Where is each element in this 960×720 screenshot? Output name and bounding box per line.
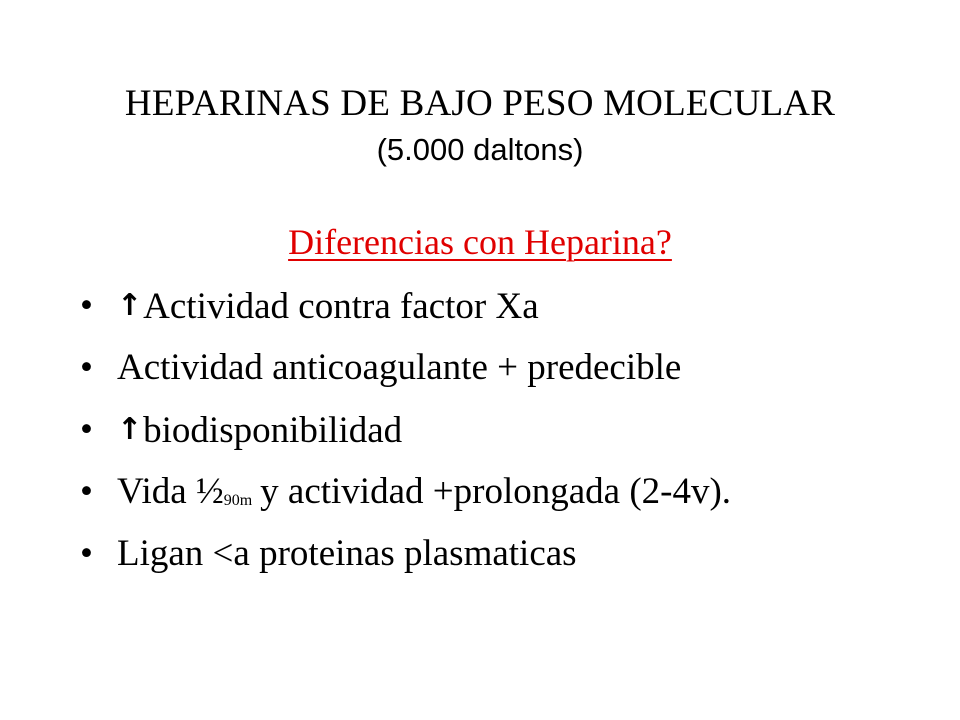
title-line-2: (5.000 daltons) — [376, 132, 584, 167]
bullet-text-4: y actividad +prolongada (2-4v). — [260, 471, 732, 512]
bullet-text-2: Actividad anticoagulante + predecible — [117, 347, 682, 388]
bullet-marker: • — [80, 347, 93, 388]
bullet-text-5: Ligan <a proteinas plasmaticas — [117, 533, 577, 574]
title-line-1: HEPARINAS DE BAJO PESO MOLECULAR — [124, 83, 836, 124]
bullet-item-4 — [80, 462, 940, 524]
bullet-list — [80, 276, 940, 586]
up-arrow-icon: ↑ — [117, 412, 143, 447]
bullet-item-1 — [80, 276, 940, 338]
up-arrow-icon: ↑ — [117, 288, 143, 323]
bullet-marker: • — [80, 285, 93, 326]
bullet-marker: • — [80, 471, 93, 512]
bullet-item-3 — [80, 400, 940, 462]
bullet-marker: • — [80, 409, 93, 450]
half-symbol: ½ — [195, 471, 224, 512]
half-life-subscript: 90m — [223, 492, 253, 509]
slide-title — [0, 80, 960, 172]
subtitle-heading: Diferencias con Heparina? — [288, 222, 672, 262]
bullet-marker: • — [80, 533, 93, 574]
bullet-text-1: Actividad contra factor Xa — [143, 286, 539, 327]
bullet-item-2 — [80, 338, 940, 400]
bullet-text-3: biodisponibilidad — [143, 410, 403, 451]
bullet-item-5 — [80, 524, 940, 586]
bullet-text-4-prefix: Vida — [117, 471, 196, 512]
